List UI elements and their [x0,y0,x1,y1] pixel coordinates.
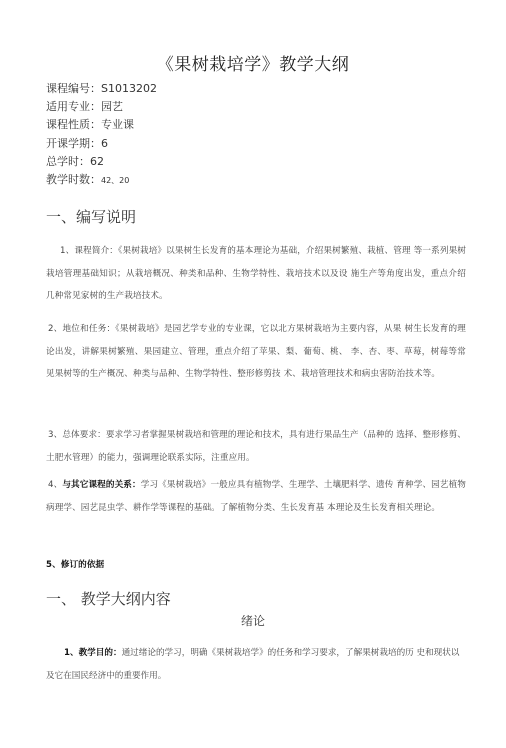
paragraph-role [46,318,466,386]
course-meta [46,80,157,190]
paragraph-revision-basis [46,554,466,577]
item-text: 《果树栽培》是园艺学专业的专业课，它以北方果树栽培为主要内容，从果 树生长发育的理论出发，讲解果树繁殖、果园建立、管理，重点介绍了苹果、梨、葡萄、桃、 李、杏、枣、草莓，树莓等常见果树等的生产概况、种类与品种、生物学特性、整形修剪技 术、栽培管理技术和病虫害防治技术等。 [46,324,466,380]
item-label: 教学目的： [78,648,122,658]
paragraph-relations [46,474,466,519]
course-nature: 课程性质：专业课 [46,118,134,132]
teaching-hours-value: 42、20 [101,176,130,186]
course-teaching-hours [46,171,157,190]
section-heading-content: 一、 教学大纲内容 [46,590,171,608]
item-number: 1、 [60,246,75,256]
teaching-hours-label: 教学时数： [46,173,101,187]
course-code: 课程编号：S1013202 [46,82,157,95]
item-text: 通过绪论的学习，明确《果树栽培学》的任务和学习要求，了解果树栽培的历 史和现状以及它在国民经济中的重要作用。 [46,648,460,681]
chapter-heading: 绪论 [240,614,265,628]
item-number: 4、 [48,480,63,490]
item-number: 3、 [48,430,63,440]
paragraph-requirements [46,424,466,469]
item-text: 《果树栽培》以果树生长发育的基本理论为基础，介绍果树繁殖、栽植、管理 等一系列果树栽培管理基础知识；从栽培概况、种类和品种、生物学特性、栽培技术以及设 施生产等角度出发，重点介绍几种常见家树的生产栽培技术。 [46,246,466,302]
item-label: 总体要求： [62,430,106,440]
course-total-hours: 总学时：62 [46,154,104,168]
item-label: 课程简介： [74,246,119,256]
document-title: 《果树栽培学》教学大纲 [156,55,350,75]
item-label: 地位和任务： [62,324,116,334]
item-label: 修订的依据 [60,560,105,570]
item-number: 1、 [64,648,79,658]
course-semester: 开课学期：6 [46,136,108,150]
section-heading-writing-notes: 一、编写说明 [46,208,137,226]
item-text: 学习《果树栽培》一般应具有植物学、生理学、土壤肥料学、遗传 育种学、园艺植物病理学、园艺昆虫学、耕作学等课程的基础。了解植物分类、生长发育基 本理论及生长发育相关理论。 [46,480,466,513]
item-label: 与其它课程的关系： [62,480,141,490]
paragraph-intro [46,240,466,308]
item-number: 5、 [46,560,61,570]
item-number: 2、 [48,324,63,334]
paragraph-teaching-goal [46,642,466,687]
item-text: 要求学习者掌握果树栽培和管理的理论和技术，具有进行果品生产（品种的 选择、整形修剪、土肥水管理）的能力，强调理论联系实际，注重应用。 [46,430,466,463]
course-major: 适用专业：园艺 [46,100,123,114]
